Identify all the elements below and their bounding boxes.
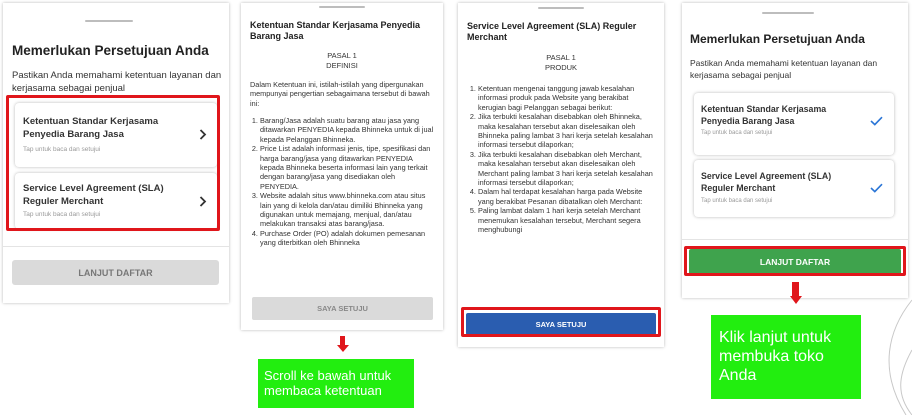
card-hint: Tap untuk baca dan setujui: [23, 146, 101, 153]
pasal-number: PASAL 1: [327, 51, 357, 60]
list-item: 5. Paling lambat dalam 1 hari kerja setelah Merchant menemukan kesalahan tersebut, Merchant segera menghubungi: [478, 206, 656, 234]
check-icon: [870, 116, 883, 126]
divider: [682, 239, 908, 240]
list-item: 2. Price List adalah informasi jenis, tipe, spesifikasi dan harga barang/jasa yang ditawarkan PENYEDIA kepada Bhinneka beserta informasi lain yang terkait dengan barang/jasa yang disediakan oleh PENYEDIA.: [260, 144, 436, 191]
document-title: Ketentuan Standar Kerjasama Penyedia Barang Jasa: [250, 20, 421, 41]
terms-card-sla[interactable]: [694, 160, 894, 217]
screen-3-sla: [458, 3, 664, 347]
card-title: Service Level Agreement (SLA) Reguler Merchant: [701, 171, 832, 193]
instruction-note: Scroll ke bawah untuk membaca ketentuan: [258, 359, 414, 408]
lanjut-daftar-button[interactable]: LANJUT DAFTAR: [689, 249, 901, 275]
list-item: 4. Purchase Order (PO) adalah dokumen pemesanan yang diterbitkan oleh Bhinneka: [260, 229, 436, 248]
page-subtitle: Pastikan Anda memahami ketentuan layanan dan kerjasama sebagai penjual: [690, 58, 878, 80]
sheet-handle: [762, 12, 814, 14]
pasal-number: PASAL 1: [546, 53, 576, 62]
lanjut-daftar-button-disabled[interactable]: LANJUT DAFTAR: [12, 260, 219, 285]
list-item: 4. Dalam hal terdapat kesalahan harga pada Website yang berakibat Pesanan dibatalkan oleh Merchant:: [478, 187, 656, 206]
saya-setuju-button-disabled[interactable]: SAYA SETUJU: [252, 297, 433, 320]
document-title: Service Level Agreement (SLA) Reguler Merchant: [467, 21, 637, 42]
document-intro: Dalam Ketentuan ini, istilah-istilah yang dipergunakan mempunyai pengertian sebagaimana tersebut di bawah ini:: [250, 80, 430, 108]
arrow-down-icon: [792, 282, 799, 296]
pasal-name: PRODUK: [544, 63, 578, 72]
check-icon: [870, 183, 883, 193]
sheet-handle: [538, 7, 584, 9]
card-title: Ketentuan Standar Kerjasama Penyedia Barang Jasa: [23, 116, 159, 140]
arrow-down-head: [790, 296, 802, 304]
document-body[interactable]: [250, 116, 436, 304]
pasal-name: DEFINISI: [326, 61, 358, 70]
card-hint: Tap untuk baca dan setujui: [701, 130, 773, 136]
list-item: 3. Jika terbukti kesalahan disebabkan oleh Merchant, maka kesalahan tersebut akan diselesaikan oleh Merchant paling lambat 3 hari kerja setelah kesalahan informasi tersebut dilaporkan;: [478, 150, 656, 188]
list-item: 1. Barang/Jasa adalah suatu barang atau jasa yang ditawarkan PENYEDIA kepada Bhinneka untuk di jual kepada Pelanggan Bhinneka.: [260, 116, 436, 144]
highlight-box: [461, 307, 661, 337]
terms-card-ketentuan[interactable]: [694, 93, 894, 155]
screen-2-ketentuan: [241, 3, 443, 330]
highlight-box: [684, 246, 906, 276]
card-title: Service Level Agreement (SLA) Reguler Merchant: [23, 183, 164, 207]
arrow-down-icon: [340, 336, 345, 345]
highlight-box: [6, 95, 220, 231]
card-hint: Tap untuk baca dan setujui: [23, 211, 101, 218]
page-title: Memerlukan Persetujuan Anda: [12, 43, 209, 58]
arrow-down-head: [337, 345, 349, 352]
saya-setuju-button[interactable]: SAYA SETUJU: [466, 313, 656, 335]
sheet-handle: [85, 20, 133, 22]
sheet-handle: [319, 6, 365, 8]
list-item: 3. Website adalah situs www.bhinneka.com atau situs lain yang di kelola dan/atau dimiliki Bhinneka yang digunakan untuk memajang, menjual, dan/atau melakukan transaksi atas barang/jasa.: [260, 191, 436, 229]
card-hint: Tap untuk baca dan setujui: [701, 198, 773, 204]
divider: [3, 246, 229, 247]
page-subtitle: Pastikan Anda memahami ketentuan layanan dan kerjasama sebagai penjual: [12, 70, 222, 94]
decorative-arc: [858, 290, 912, 415]
document-body[interactable]: [468, 84, 656, 309]
card-title: Ketentuan Standar Kerjasama Penyedia Barang Jasa: [701, 104, 827, 126]
page-title: Memerlukan Persetujuan Anda: [690, 32, 865, 46]
list-item: 1. Ketentuan mengenai tanggung jawab kesalahan informasi produk pada Website yang berakibat kerugian bagi Pelanggan sebagai berikut:: [478, 84, 656, 112]
list-item: 2. Jika terbukti kesalahan disebabkan oleh Bhinneka, maka kesalahan tersebut akan diselesaikan oleh Bhinneka paling lambat 3 hari kerja setelah kesalahan informasi tersebut dilaporkan;: [478, 112, 656, 150]
instruction-note: Klik lanjut untuk membuka toko Anda: [711, 315, 861, 399]
